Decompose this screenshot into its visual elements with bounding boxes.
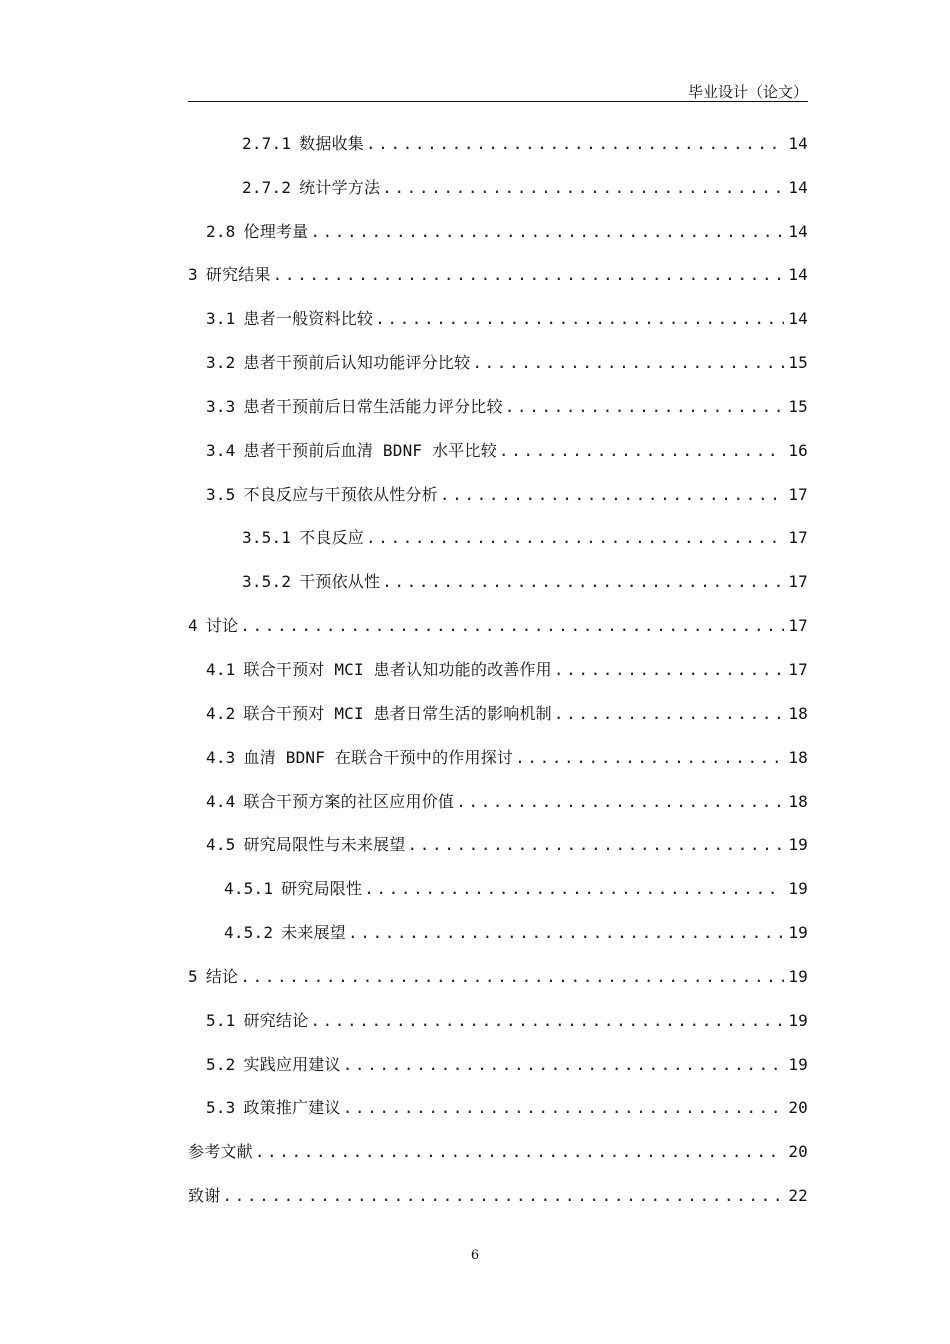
toc-dot-leader [364, 877, 784, 901]
toc-entry-page: 15 [788, 353, 808, 373]
toc-entry-text: 统计学方法 [299, 177, 381, 197]
toc-entry-number: 4.5 [206, 835, 236, 855]
toc-entry-text: 联合干预对 MCI 患者日常生活的影响机制 [243, 703, 552, 723]
toc-entry-page: 19 [788, 1054, 808, 1074]
toc-entry-text: 数据收集 [299, 133, 364, 153]
toc-dot-leader [375, 307, 784, 331]
toc-entry-number: 3.5 [206, 484, 236, 504]
toc-entry-number: 4.2 [206, 703, 236, 723]
toc-entry-title [206, 351, 470, 375]
toc-entry-text: 联合干预对 MCI 患者认知功能的改善作用 [243, 659, 552, 679]
toc-entry-title [188, 1184, 220, 1208]
toc-entry-page: 14 [788, 133, 808, 153]
toc-entry-page: 17 [788, 572, 808, 592]
toc-entry-page: 16 [788, 440, 808, 460]
toc-entry-number: 4.5.2 [224, 923, 274, 943]
toc-entry-number: 3.4 [206, 440, 236, 460]
toc-dot-leader [240, 965, 784, 989]
toc-entry-title [206, 658, 552, 682]
toc-entry-title [206, 439, 497, 463]
toc-entry-title [206, 1096, 341, 1120]
toc-entry-number: 4.1 [206, 659, 236, 679]
page-number: 6 [470, 1248, 480, 1263]
toc-entry-title [206, 790, 454, 814]
toc-entry[interactable] [188, 381, 808, 425]
toc-entry-number: 5.1 [206, 1010, 236, 1030]
toc-entry-text: 不良反应 [299, 528, 364, 548]
toc-entry-number: 3.2 [206, 353, 236, 373]
toc-entry-page: 17 [788, 659, 808, 679]
toc-entry-title [206, 833, 406, 857]
toc-entry-text: 参考文献 [188, 1142, 253, 1162]
toc-entry-text: 患者干预前后血清 BDNF 水平比较 [243, 440, 497, 460]
toc-entry[interactable] [188, 206, 808, 250]
toc-entry-page: 20 [788, 1098, 808, 1118]
toc-entry[interactable] [188, 513, 808, 557]
toc-entry-text: 实践应用建议 [243, 1054, 341, 1074]
toc-entry-page: 14 [788, 309, 808, 329]
toc-entry[interactable] [188, 600, 808, 644]
toc-entry-page: 17 [788, 616, 808, 636]
toc-entry-title [188, 965, 238, 989]
toc-entry[interactable] [188, 820, 808, 864]
toc-dot-leader [343, 1053, 784, 1077]
toc-dot-leader [456, 790, 784, 814]
toc-entry[interactable] [188, 1170, 808, 1214]
toc-entry-title [206, 1009, 308, 1033]
toc-entry-title [206, 1053, 341, 1077]
toc-entry-text: 联合干预方案的社区应用价值 [243, 791, 455, 811]
toc-entry-number: 2.8 [206, 221, 236, 241]
toc-entry[interactable] [188, 644, 808, 688]
toc-entry[interactable] [188, 250, 808, 294]
toc-entry-title [242, 176, 380, 200]
toc-entry-page: 17 [788, 528, 808, 548]
header-rule [188, 101, 808, 102]
toc-entry-page: 18 [788, 791, 808, 811]
toc-entry-title [224, 921, 346, 945]
toc-entry[interactable] [188, 1039, 808, 1083]
toc-dot-leader [382, 570, 784, 594]
toc-entry-number: 4.3 [206, 747, 236, 767]
toc-entry-text: 血清 BDNF 在联合干预中的作用探讨 [243, 747, 514, 767]
toc-entry-title [206, 307, 373, 331]
toc-entry-page: 19 [788, 1010, 808, 1030]
toc-entry[interactable] [188, 425, 808, 469]
toc-entry-page: 19 [788, 966, 808, 986]
toc-dot-leader [554, 702, 784, 726]
toc-entry-number: 3 [188, 265, 198, 285]
toc-entry-number: 2.7.1 [242, 133, 292, 153]
toc-entry-text: 患者一般资料比较 [243, 309, 374, 329]
toc-entry-page: 19 [788, 835, 808, 855]
toc-dot-leader [472, 351, 784, 375]
toc-entry[interactable] [188, 556, 808, 600]
toc-entry-text: 讨论 [205, 616, 239, 636]
toc-dot-leader [343, 1096, 784, 1120]
toc-entry-page: 17 [788, 484, 808, 504]
toc-dot-leader [366, 526, 784, 550]
toc-entry-text: 研究结论 [243, 1010, 309, 1030]
toc-entry-title [206, 220, 308, 244]
toc-entry-page: 14 [788, 221, 808, 241]
toc-entry-title [242, 132, 364, 156]
toc-entry-number: 3.5.1 [242, 528, 292, 548]
toc-entry-number: 3.5.2 [242, 572, 292, 592]
toc-entry-text: 致谢 [188, 1186, 221, 1206]
toc-entry-page: 14 [788, 177, 808, 197]
toc-entry-page: 18 [788, 703, 808, 723]
toc-dot-leader [499, 439, 784, 463]
toc-entry[interactable] [188, 688, 808, 732]
toc-entry-title [206, 746, 513, 770]
toc-entry-text: 研究局限性 [281, 879, 363, 899]
toc-entry[interactable] [188, 863, 808, 907]
toc-entry[interactable] [188, 951, 808, 995]
toc-dot-leader [440, 483, 784, 507]
toc-entry[interactable] [188, 1083, 808, 1127]
toc-entry-title [206, 395, 503, 419]
toc-dot-leader [255, 1140, 784, 1164]
toc-dot-leader [515, 746, 784, 770]
toc-entry[interactable] [188, 337, 808, 381]
toc-entry-title [188, 614, 238, 638]
toc-entry-number: 4.5.1 [224, 879, 274, 899]
toc-entry-page: 19 [788, 923, 808, 943]
toc-entry-page: 18 [788, 747, 808, 767]
toc-entry-title [188, 263, 271, 287]
toc-dot-leader [382, 176, 784, 200]
toc-dot-leader [310, 1009, 784, 1033]
toc-entry[interactable] [188, 995, 808, 1039]
toc-entry-text: 政策推广建议 [243, 1098, 341, 1118]
toc-entry-text: 研究结果 [205, 265, 271, 285]
toc-entry-number: 3.1 [206, 309, 236, 329]
toc-entry-title [206, 483, 438, 507]
toc-entry-text: 患者干预前后认知功能评分比较 [243, 353, 471, 373]
toc-entry-page: 20 [788, 1142, 808, 1162]
toc-entry[interactable] [188, 293, 808, 337]
toc-dot-leader [366, 132, 784, 156]
toc-entry-number: 2.7.2 [242, 177, 292, 197]
toc-dot-leader [273, 263, 784, 287]
toc-entry-text: 患者干预前后日常生活能力评分比较 [243, 396, 503, 416]
toc-entry-title [224, 877, 362, 901]
toc-dot-leader [222, 1184, 784, 1208]
toc-entry[interactable] [188, 162, 808, 206]
toc-entry-text: 伦理考量 [243, 221, 309, 241]
toc-entry-title [188, 1140, 253, 1164]
toc-entry[interactable] [188, 118, 808, 162]
table-of-contents [188, 118, 808, 1214]
toc-entry-number: 5 [188, 966, 198, 986]
toc-entry[interactable] [188, 732, 808, 776]
toc-entry[interactable] [188, 1126, 808, 1170]
toc-entry-page: 19 [788, 879, 808, 899]
toc-dot-leader [310, 220, 784, 244]
toc-entry-number: 5.3 [206, 1098, 236, 1118]
toc-dot-leader [348, 921, 784, 945]
toc-entry[interactable] [188, 469, 808, 513]
toc-dot-leader [554, 658, 784, 682]
toc-entry-text: 结论 [205, 966, 239, 986]
toc-entry-number: 3.3 [206, 396, 236, 416]
toc-dot-leader [505, 395, 784, 419]
toc-dot-leader [408, 833, 784, 857]
toc-entry-text: 不良反应与干预依从性分析 [243, 484, 438, 504]
toc-dot-leader [240, 614, 784, 638]
toc-entry-page: 22 [788, 1186, 808, 1206]
toc-entry-text: 研究局限性与未来展望 [243, 835, 406, 855]
toc-entry-text: 干预依从性 [299, 572, 381, 592]
toc-entry-number: 5.2 [206, 1054, 236, 1074]
toc-entry-title [242, 570, 380, 594]
toc-entry-text: 未来展望 [281, 923, 346, 943]
toc-entry[interactable] [188, 907, 808, 951]
toc-entry-page: 14 [788, 265, 808, 285]
running-header: 毕业设计（论文） [687, 83, 808, 101]
toc-entry-number: 4.4 [206, 791, 236, 811]
toc-entry-title [242, 526, 364, 550]
toc-entry-title [206, 702, 552, 726]
toc-entry[interactable] [188, 776, 808, 820]
toc-entry-number: 4 [188, 616, 198, 636]
toc-entry-page: 15 [788, 396, 808, 416]
